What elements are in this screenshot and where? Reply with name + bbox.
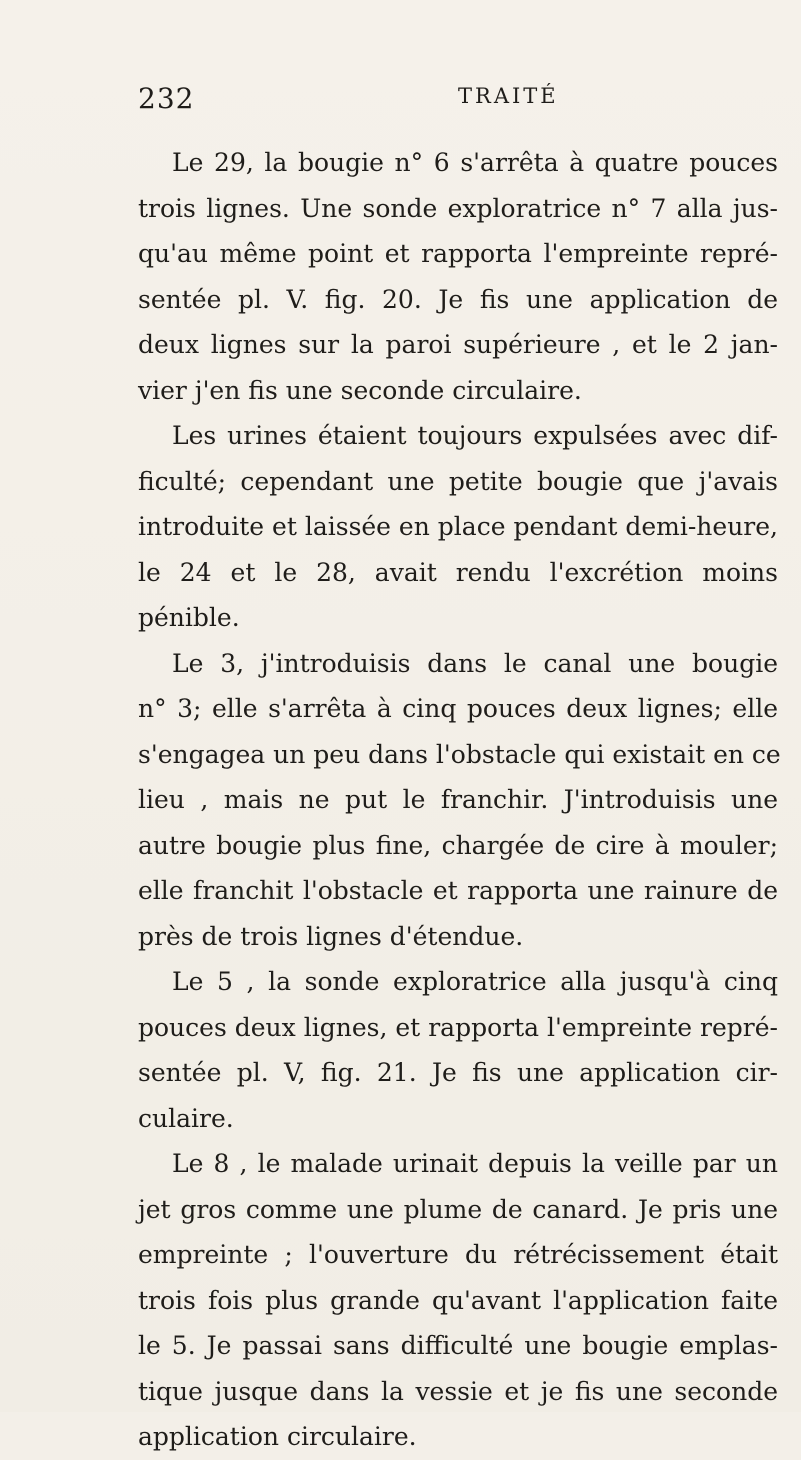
text-line: sentée pl. V. fig. 20. Je fis une application de bbox=[138, 284, 778, 314]
text-line: pouces deux lignes, et rapporta l'empreinte repré- bbox=[138, 1012, 778, 1042]
text-line: n° 3; elle s'arrêta à cinq pouces deux lignes; elle bbox=[138, 694, 778, 723]
text-line: jet gros comme une plume de canard. Je pris une bbox=[138, 1194, 778, 1224]
text-line: elle franchit l'obstacle et rapporta une rainure de bbox=[138, 876, 778, 905]
text-line: ficulté; cependant une petite bougie que j'avais bbox=[138, 466, 778, 496]
text-line: Le 3, j'introduisis dans le canal une bougie bbox=[172, 648, 778, 678]
text-line: près de trois lignes d'étendue. bbox=[138, 921, 524, 951]
text-line: Le 8 , le malade urinait depuis la veille par un bbox=[172, 1149, 778, 1178]
text-line: pénible. bbox=[138, 603, 240, 632]
text-line: trois fois plus grande qu'avant l'application faite bbox=[138, 1285, 778, 1315]
text-line: trois lignes. Une sonde exploratrice n° 7 alla jus- bbox=[138, 193, 778, 223]
text-line: lieu , mais ne put le franchir. J'introduisis une bbox=[138, 785, 778, 814]
text-line: culaire. bbox=[138, 1103, 234, 1133]
text-line: le 24 et le 28, avait rendu l'excrétion moins bbox=[138, 557, 778, 587]
text-line: Le 29, la bougie n° 6 s'arrêta à quatre pouces bbox=[172, 148, 778, 177]
text-line: le 5. Je passai sans difficulté une bougie emplas- bbox=[138, 1331, 778, 1360]
text-line: introduite et laissée en place pendant demi-heure, bbox=[138, 512, 778, 541]
page-number: 232 bbox=[138, 82, 195, 115]
text-line: deux lignes sur la paroi supérieure , et le 2 jan- bbox=[138, 330, 778, 359]
text-line: vier j'en fis une seconde circulaire. bbox=[138, 375, 582, 405]
text-line: qu'au même point et rapporta l'empreinte repré- bbox=[138, 239, 778, 268]
text-line: tique jusque dans la vessie et je fis une seconde bbox=[138, 1376, 778, 1406]
text-line: autre bougie plus fine, chargée de cire à mouler; bbox=[138, 830, 778, 860]
running-head bbox=[138, 82, 741, 122]
text-line: empreinte ; l'ouverture du rétrécissement était bbox=[138, 1240, 778, 1269]
text-line: s'engagea un peu dans l'obstacle qui existait en ce bbox=[138, 739, 781, 769]
text-line: Le 5 , la sonde exploratrice alla jusqu'à cinq bbox=[172, 967, 778, 996]
text-line: Les urines étaient toujours expulsées avec dif- bbox=[172, 421, 778, 450]
running-title: TRAITÉ bbox=[458, 84, 559, 108]
body-text bbox=[138, 140, 781, 1460]
text-line: application circulaire. bbox=[138, 1422, 417, 1451]
text-line: sentée pl. V, fig. 21. Je fis une application cir- bbox=[138, 1058, 778, 1087]
